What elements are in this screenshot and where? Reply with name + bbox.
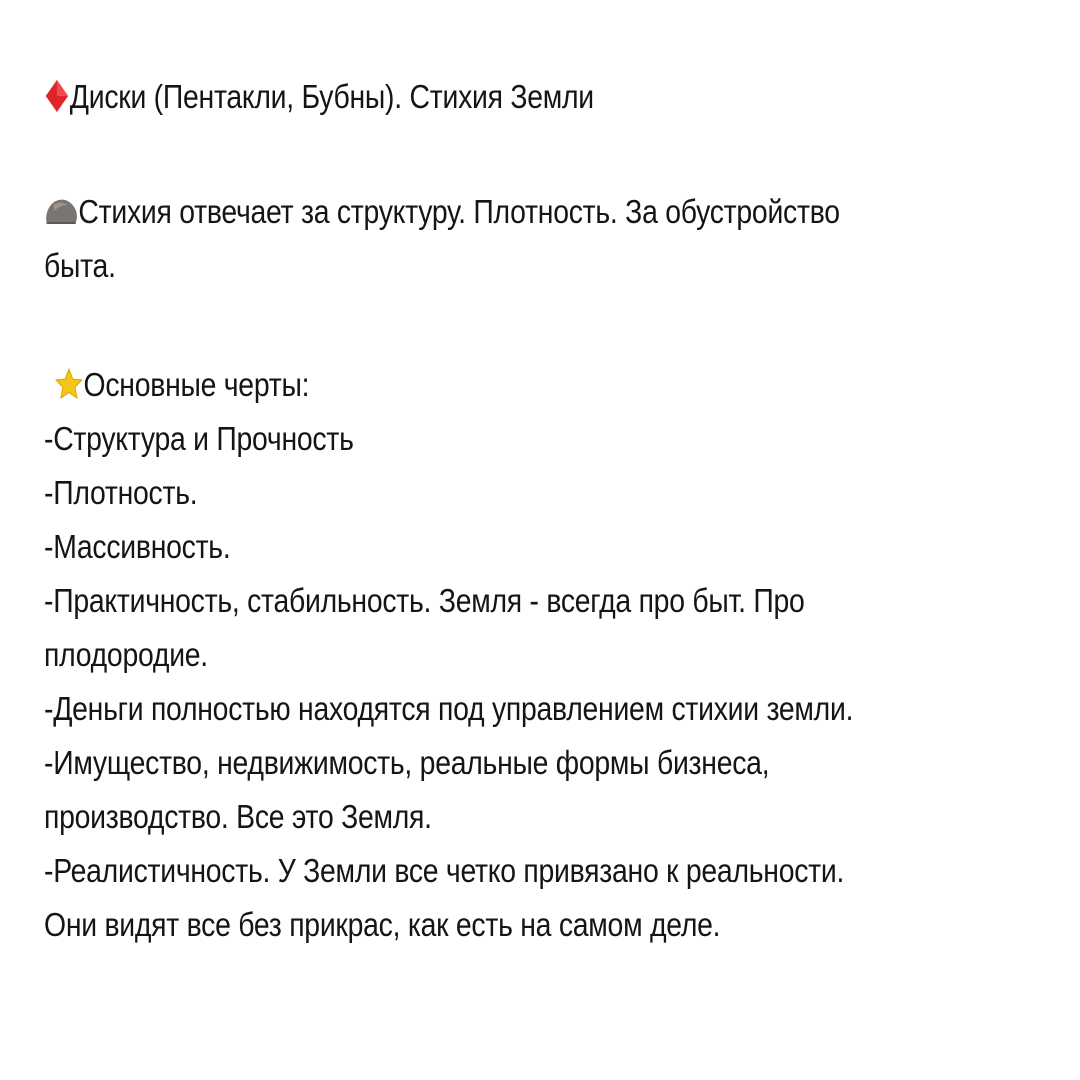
intro-line-1: [44, 185, 904, 239]
trait-line: [44, 790, 904, 844]
spacer: [44, 293, 1044, 358]
star-icon: [54, 367, 83, 401]
intro-text-2: быта.: [44, 247, 116, 284]
traits-title: Основные черты:: [83, 366, 310, 403]
trait-line: [44, 412, 904, 466]
intro-text-1: Стихия отвечает за структуру. Плотность. За обустройство: [78, 193, 840, 230]
spacer: [44, 124, 1044, 185]
trait-line: [44, 898, 904, 952]
trait-text: -Структура и Прочность: [44, 420, 354, 457]
trait-line: [44, 466, 904, 520]
post-content: [44, 70, 1044, 952]
heading-line: [44, 70, 904, 124]
trait-line: [44, 682, 904, 736]
trait-text: -Реалистичность. У Земли все четко привязано к реальности.: [44, 852, 845, 889]
trait-line: [44, 736, 904, 790]
trait-line: [44, 844, 904, 898]
traits-title-line: [44, 358, 904, 412]
trait-text: производство. Все это Земля.: [44, 798, 432, 835]
red-diamond-icon: [44, 79, 70, 113]
trait-text: -Массивность.: [44, 528, 231, 565]
trait-text: -Деньги полностью находятся под управлением стихии земли.: [44, 690, 854, 727]
trait-line: [44, 520, 904, 574]
intro-line-2: [44, 239, 904, 293]
trait-text: плодородие.: [44, 636, 208, 673]
trait-text: -Практичность, стабильность. Земля - всегда про быт. Про: [44, 582, 805, 619]
rock-icon: [44, 196, 78, 226]
trait-line: [44, 628, 904, 682]
trait-text: Они видят все без прикрас, как есть на самом деле.: [44, 906, 721, 943]
heading-text: Диски (Пентакли, Бубны). Стихия Земли: [69, 78, 594, 115]
trait-line: [44, 574, 904, 628]
trait-text: -Плотность.: [44, 474, 198, 511]
trait-text: -Имущество, недвижимость, реальные формы бизнеса,: [44, 744, 770, 781]
